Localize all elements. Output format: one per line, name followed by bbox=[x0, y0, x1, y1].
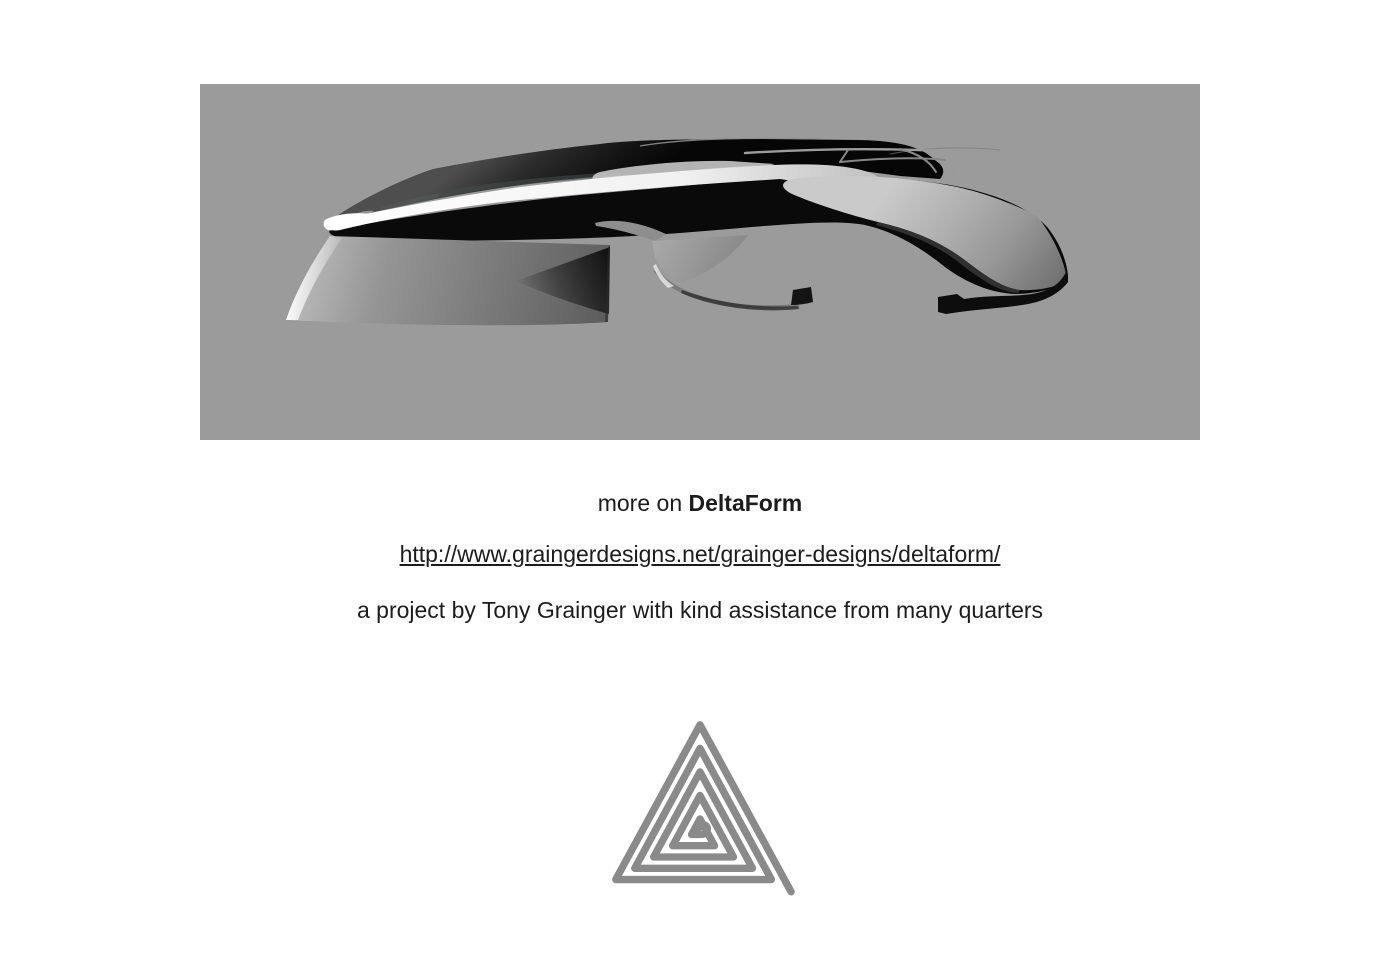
caption bbox=[200, 490, 1200, 516]
spiral-path bbox=[616, 725, 791, 892]
deltaform-hull-render bbox=[200, 84, 1200, 440]
credit-line: a project by Tony Grainger with kind assistance from many quarters bbox=[356, 597, 1044, 623]
link-line bbox=[200, 541, 1200, 567]
caption-prefix: more on bbox=[597, 490, 683, 516]
page bbox=[200, 0, 1200, 905]
triangular-spiral-logo bbox=[602, 713, 798, 905]
deltaform-link[interactable]: http://www.graingerdesigns.net/grainger-designs/deltaform/ bbox=[399, 541, 1001, 567]
brand-name: DeltaForm bbox=[688, 490, 803, 516]
